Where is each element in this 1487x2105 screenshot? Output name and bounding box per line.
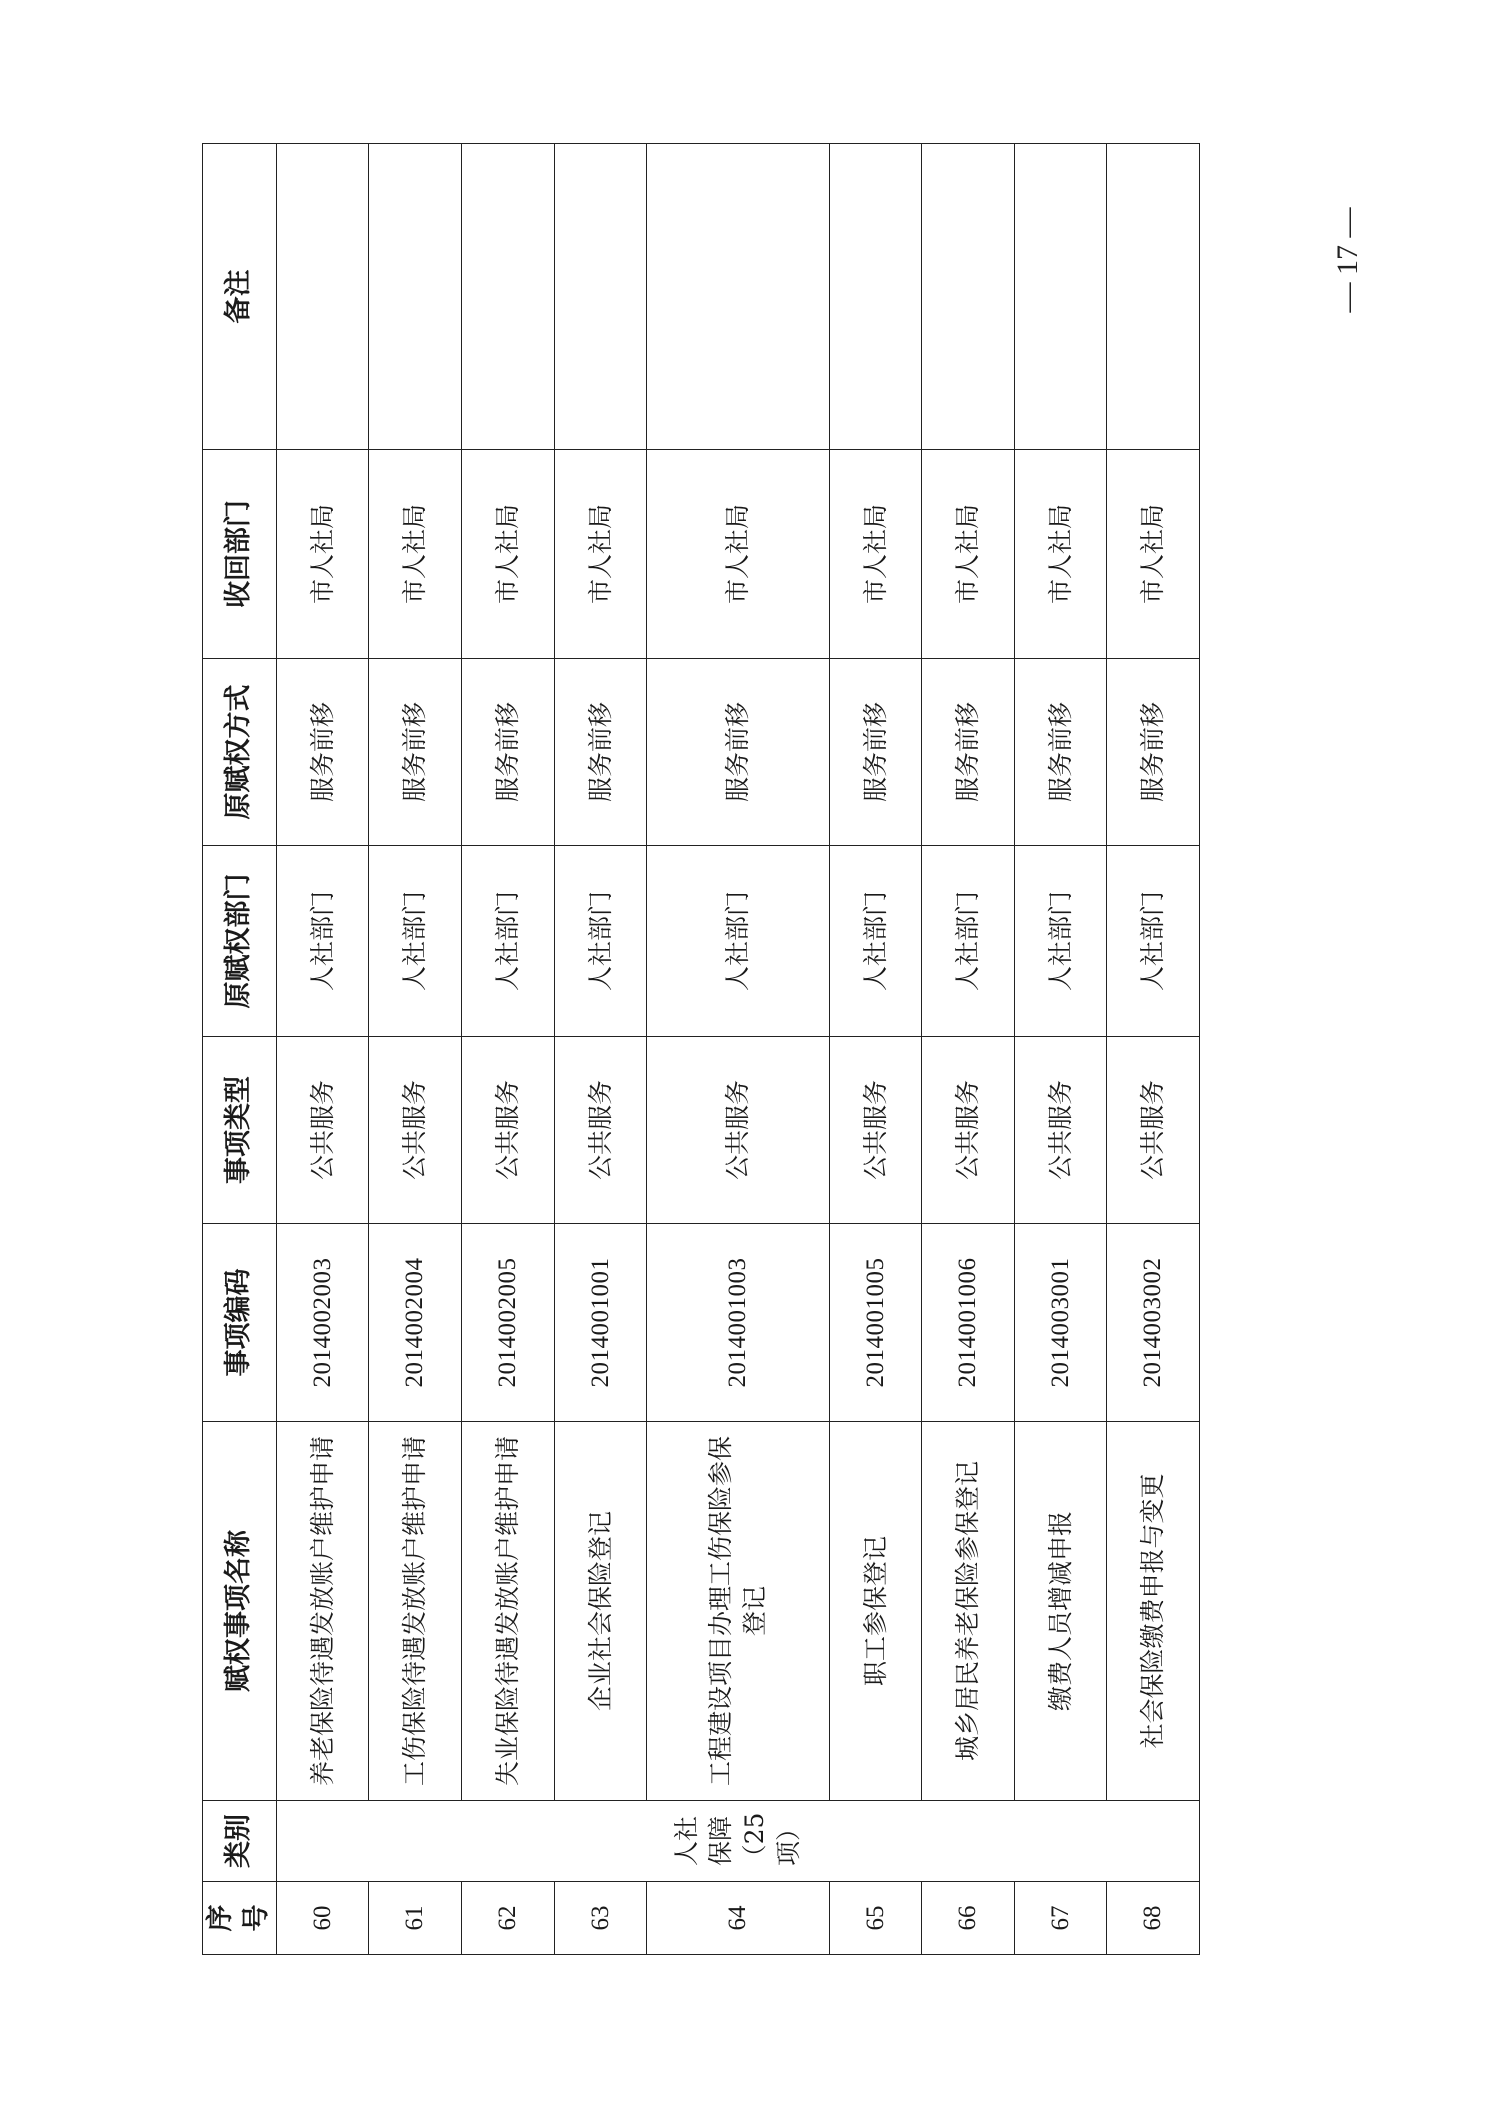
category-count: （25 项） — [739, 1812, 803, 1870]
cell-recall-dept: 市人社局 — [922, 450, 1015, 659]
cell-seq: 67 — [1014, 1882, 1107, 1955]
cell-code: 2014002004 — [369, 1224, 462, 1422]
cell-name: 职工参保登记 — [829, 1422, 922, 1801]
header-orig-dept: 原赋权部门 — [203, 846, 277, 1037]
cell-method: 服务前移 — [554, 659, 647, 846]
table-row — [1014, 144, 1107, 1955]
cell-seq: 60 — [276, 1882, 369, 1955]
cell-orig-dept: 人社部门 — [647, 846, 829, 1037]
rotated-table-wrapper — [202, 144, 1200, 1955]
cell-code: 2014001005 — [829, 1224, 922, 1422]
cell-method: 服务前移 — [276, 659, 369, 846]
cell-type: 公共服务 — [369, 1037, 462, 1224]
cell-seq: 63 — [554, 1882, 647, 1955]
cell-method: 服务前移 — [647, 659, 829, 846]
cell-code: 2014001003 — [647, 1224, 829, 1422]
header-seq: 序号 — [203, 1882, 277, 1955]
cell-orig-dept: 人社部门 — [922, 846, 1015, 1037]
cell-method: 服务前移 — [829, 659, 922, 846]
cell-orig-dept: 人社部门 — [1014, 846, 1107, 1037]
table-body — [276, 144, 1199, 1955]
cell-recall-dept: 市人社局 — [462, 450, 555, 659]
cell-code: 2014003002 — [1107, 1224, 1200, 1422]
cell-recall-dept: 市人社局 — [647, 450, 829, 659]
cell-remark — [462, 144, 555, 450]
cell-type: 公共服务 — [647, 1037, 829, 1224]
cell-seq: 64 — [647, 1882, 829, 1955]
cell-type: 公共服务 — [554, 1037, 647, 1224]
cell-recall-dept: 市人社局 — [276, 450, 369, 659]
cell-remark — [922, 144, 1015, 450]
table-header-row — [203, 144, 277, 1955]
cell-seq: 66 — [922, 1882, 1015, 1955]
table-row — [462, 144, 555, 1955]
cell-recall-dept: 市人社局 — [1107, 450, 1200, 659]
cell-remark — [369, 144, 462, 450]
cell-remark — [276, 144, 369, 450]
cell-type: 公共服务 — [1107, 1037, 1200, 1224]
cell-seq: 65 — [829, 1882, 922, 1955]
cell-code: 2014003001 — [1014, 1224, 1107, 1422]
cell-name: 失业保险待遇发放账户维护申请 — [462, 1422, 555, 1801]
category-label: 人社保障 — [672, 1816, 736, 1867]
cell-type: 公共服务 — [276, 1037, 369, 1224]
cell-seq: 68 — [1107, 1882, 1200, 1955]
cell-method: 服务前移 — [369, 659, 462, 846]
cell-orig-dept: 人社部门 — [369, 846, 462, 1037]
table-row — [647, 144, 829, 1955]
header-method: 原赋权方式 — [203, 659, 277, 846]
cell-recall-dept: 市人社局 — [369, 450, 462, 659]
header-code: 事项编码 — [203, 1224, 277, 1422]
cell-orig-dept: 人社部门 — [1107, 846, 1200, 1037]
header-category: 类别 — [203, 1801, 277, 1882]
cell-seq: 61 — [369, 1882, 462, 1955]
cell-name: 企业社会保险登记 — [554, 1422, 647, 1801]
cell-type: 公共服务 — [1014, 1037, 1107, 1224]
cell-name: 工程建设项目办理工伤保险参保登记 — [647, 1422, 829, 1801]
table-row — [276, 144, 369, 1955]
cell-type: 公共服务 — [462, 1037, 555, 1224]
header-type: 事项类型 — [203, 1037, 277, 1224]
table-row — [829, 144, 922, 1955]
cell-type: 公共服务 — [922, 1037, 1015, 1224]
header-remark: 备注 — [203, 144, 277, 450]
category-cell — [276, 1801, 1199, 1882]
cell-remark — [554, 144, 647, 450]
cell-remark — [1014, 144, 1107, 450]
header-name: 赋权事项名称 — [203, 1422, 277, 1801]
cell-recall-dept: 市人社局 — [829, 450, 922, 659]
cell-code: 2014001001 — [554, 1224, 647, 1422]
cell-seq: 62 — [462, 1882, 555, 1955]
cell-name: 社会保险缴费申报与变更 — [1107, 1422, 1200, 1801]
cell-recall-dept: 市人社局 — [554, 450, 647, 659]
table-row — [922, 144, 1015, 1955]
authority-items-table — [202, 143, 1200, 1955]
cell-name: 养老保险待遇发放账户维护申请 — [276, 1422, 369, 1801]
cell-recall-dept: 市人社局 — [1014, 450, 1107, 659]
cell-type: 公共服务 — [829, 1037, 922, 1224]
cell-remark — [829, 144, 922, 450]
cell-orig-dept: 人社部门 — [829, 846, 922, 1037]
table-row — [554, 144, 647, 1955]
cell-method: 服务前移 — [922, 659, 1015, 846]
cell-orig-dept: 人社部门 — [462, 846, 555, 1037]
cell-remark — [647, 144, 829, 450]
cell-orig-dept: 人社部门 — [276, 846, 369, 1037]
cell-method: 服务前移 — [1014, 659, 1107, 846]
table-row — [1107, 144, 1200, 1955]
cell-name: 城乡居民养老保险参保登记 — [922, 1422, 1015, 1801]
page-number: — 17 — — [1331, 207, 1364, 313]
cell-code: 2014002003 — [276, 1224, 369, 1422]
cell-orig-dept: 人社部门 — [554, 846, 647, 1037]
cell-name: 缴费人员增减申报 — [1014, 1422, 1107, 1801]
cell-code: 2014001006 — [922, 1224, 1015, 1422]
cell-method: 服务前移 — [1107, 659, 1200, 846]
table-row — [369, 144, 462, 1955]
cell-remark — [1107, 144, 1200, 450]
cell-name: 工伤保险待遇发放账户维护申请 — [369, 1422, 462, 1801]
header-recall-dept: 收回部门 — [203, 450, 277, 659]
cell-code: 2014002005 — [462, 1224, 555, 1422]
cell-method: 服务前移 — [462, 659, 555, 846]
